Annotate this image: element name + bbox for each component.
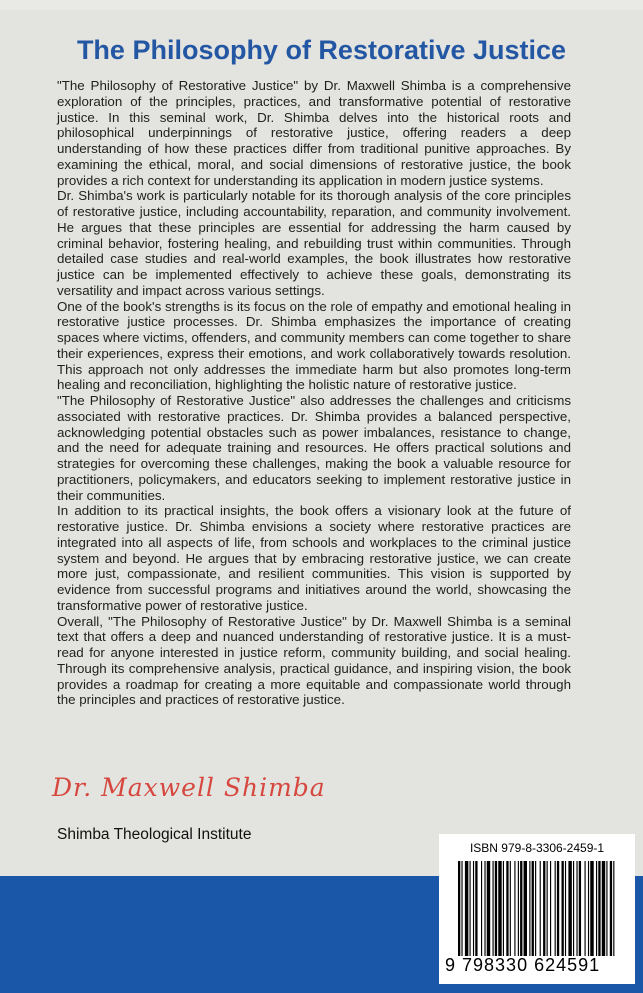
barcode-bar: [543, 861, 545, 956]
barcode-bar: [481, 861, 482, 956]
barcode-bar: [461, 861, 462, 956]
barcode-bar: [573, 861, 574, 956]
barcode-bar: [473, 861, 474, 956]
barcode-bar: [506, 861, 508, 956]
barcode-bar: [610, 861, 612, 956]
barcode-bar: [532, 861, 534, 956]
blurb-text: [57, 78, 571, 708]
barcode-bar: [598, 861, 600, 956]
barcode-digits: 9 798330 624591: [445, 955, 601, 975]
barcode-box: [439, 834, 635, 984]
barcode-bar: [524, 861, 527, 956]
barcode-bar: [493, 861, 494, 956]
barcode-bar: [520, 861, 522, 956]
blurb-paragraph: In addition to its practical insights, the book offers a visionary look at the future of restorative justice. Dr. Shimba envisions a society where restorative practices are integrated into all aspects of life, from schools and workplaces to the criminal justice system and beyond. He argues that by embracing restorative justice, we can create more just, compassionate, and resilient communities. This vision is supported by evidence from successful programs and initiatives around the world, showcasing the transformative power of restorative justice.: [57, 503, 571, 613]
barcode-icon: [458, 861, 616, 956]
barcode-bar: [484, 861, 485, 956]
barcode-bar: [547, 861, 548, 956]
book-title: The Philosophy of Restorative Justice: [76, 35, 567, 65]
barcode-bar: [518, 861, 519, 956]
barcode-bar: [540, 861, 541, 956]
barcode-bar: [562, 861, 564, 956]
barcode-bar: [503, 861, 504, 956]
top-band: [0, 0, 643, 10]
barcode-bar: [475, 861, 477, 956]
barcode-bar: [458, 861, 460, 956]
barcode-bar: [465, 861, 468, 956]
blurb-paragraph: Dr. Shimba's work is particularly notable for its thorough analysis of the core principles of restorative justice, including accountability, reparation, and community involvement. He argues that these principles are essential for addressing the harm caused by criminal behavior, fostering healing, and rebuilding trust within communities. Through detailed case studies and real-world examples, the book illustrates how restorative justice can be implemented effectively to achieve these goals, demonstrating its versatility and impact across various settings.: [57, 188, 571, 298]
publisher-name: Shimba Theological Institute: [57, 826, 252, 843]
barcode-bar: [514, 861, 515, 956]
barcode-bar: [606, 861, 607, 956]
barcode-bar: [565, 861, 566, 956]
barcode-bar: [585, 861, 586, 956]
blurb-paragraph: "The Philosophy of Restorative Justice" also addresses the challenges and criticisms associated with restorative practices. Dr. Shimba provides a balanced perspective, acknowledging potential obstacles such as power imbalances, resistance to change, and the need for adequate training and resources. He offers practical solutions and strategies for overcoming these challenges, making the book a valuable resource for practitioners, policymakers, and educators seeking to implement restorative justice in their communities.: [57, 393, 571, 503]
barcode-bar: [557, 861, 559, 956]
barcode-bar: [613, 861, 614, 956]
barcode-bar: [510, 861, 511, 956]
barcode-bar: [529, 861, 530, 956]
blurb-paragraph: "The Philosophy of Restorative Justice" by Dr. Maxwell Shimba is a comprehensive exploration of the principles, practices, and transformative potential of restorative justice. In this seminal work, Dr. Shimba delves into the historical roots and philosophical underpinnings of restorative justice, offering readers a deep understanding of how these practices differ from traditional punitive approaches. By examining the ethical, moral, and social dimensions of restorative justice, the book provides a rich context for understanding its application in modern justice systems.: [57, 78, 571, 188]
barcode-bar: [555, 861, 556, 956]
barcode-bar: [568, 861, 571, 956]
barcode-bar: [487, 861, 490, 956]
barcode-bar: [576, 861, 577, 956]
barcode-bar: [470, 861, 471, 956]
barcode-bar: [579, 861, 581, 956]
barcode-bar: [602, 861, 605, 956]
barcode-bar: [588, 861, 589, 956]
barcode-bar: [495, 861, 497, 956]
blurb-paragraph: Overall, "The Philosophy of Restorative Justice" by Dr. Maxwell Shimba is a seminal text that offers a deep and nuanced understanding of restorative justice. It is a must-read for anyone interested in justice reform, community building, and social healing. Through its comprehensive analysis, practical guidance, and inspiring vision, the book provides a roadmap for creating a more equitable and compassionate world through the principles and practices of restorative justice.: [57, 613, 571, 708]
barcode-bar: [498, 861, 501, 956]
barcode-bar: [550, 861, 551, 956]
blurb-paragraph: One of the book's strengths is its focus on the role of empathy and emotional healing in restorative justice processes. Dr. Shimba emphasizes the importance of creating spaces where victims, offenders, and community members can come together to share their experiences, express their emotions, and work collaboratively towards resolution. This approach not only addresses the immediate harm but also promotes long-term healing and reconciliation, highlighting the holistic nature of restorative justice.: [57, 298, 571, 393]
barcode-bar: [590, 861, 593, 956]
author-signature: Dr. Maxwell Shimba: [52, 773, 326, 802]
barcode-bar: [535, 861, 536, 956]
barcode-bar: [596, 861, 597, 956]
isbn-label: ISBN 979-8-3306-2459-1: [469, 841, 605, 855]
